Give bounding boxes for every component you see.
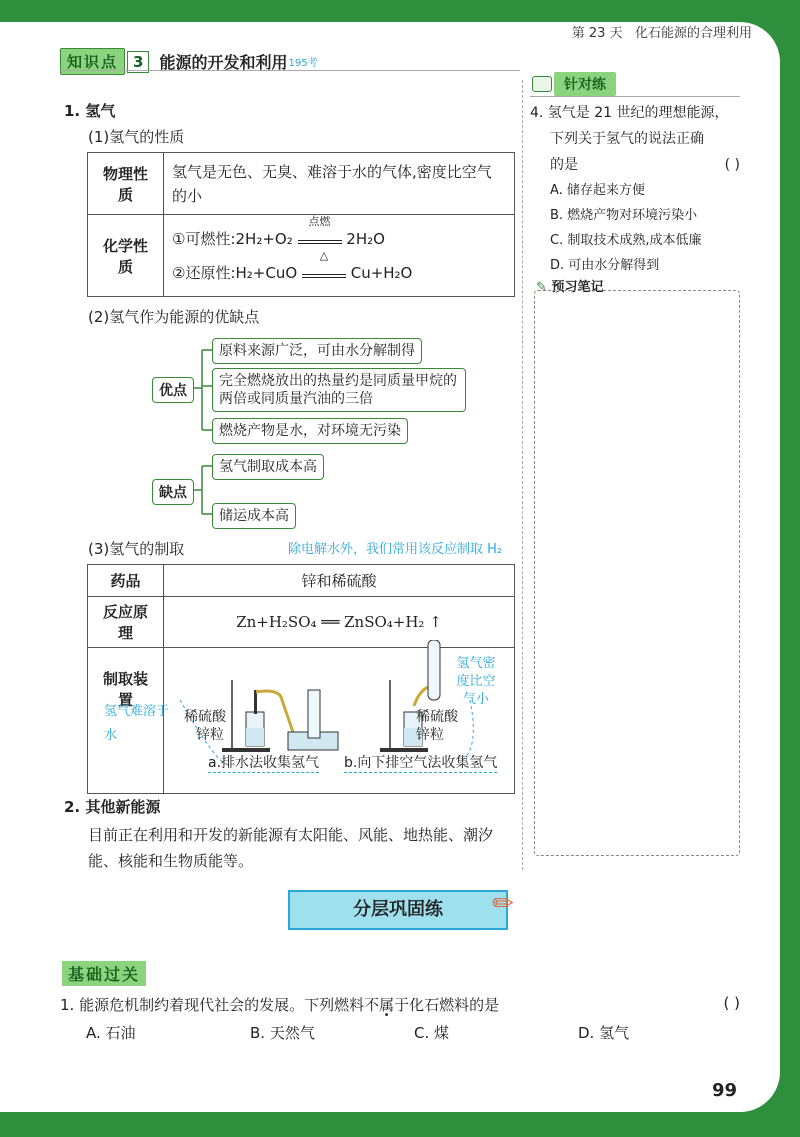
reduction-arrow [302, 248, 346, 278]
pencil-decoration-icon: ✏ [492, 889, 514, 919]
knowledge-point-number: 3 [127, 51, 149, 73]
caption-method-b: b.向下排空气法收集氢气 [344, 752, 497, 773]
header-day: 第 23 天 [571, 26, 623, 41]
cons-label: 缺点 [152, 479, 194, 505]
annotation-reaction-note: 除电解水外，我们常用该反应制取 H₂ [288, 542, 503, 557]
q1-answer-blank[interactable]: ( ) [723, 994, 740, 1012]
chemical-property-label: 化学性质 [88, 215, 164, 297]
q1-text-post: 化石燃料的是 [409, 996, 500, 1014]
q4-option-b[interactable]: B. 燃烧产物对环境污染小 [550, 208, 698, 223]
basic-level-badge: 基础过关 [62, 961, 146, 986]
notes-label: 预习笔记 [551, 280, 604, 295]
q1-emphasis: 不属于 [364, 996, 410, 1014]
q4-option-d[interactable]: D. 可由水分解得到 [550, 258, 660, 273]
q4-option-a[interactable]: A. 储存起来方便 [550, 183, 645, 198]
exam-count-note: 195考 [288, 58, 318, 69]
combustion-reactants: ①可燃性:2H₂+O₂ [172, 229, 293, 248]
heat-condition: △ [319, 248, 329, 262]
physical-property-label: 物理性质 [88, 153, 164, 215]
principle-label: 反应原理 [88, 597, 164, 648]
pro-item-1: 原料来源广泛，可由水分解制得 [212, 338, 422, 364]
q4-line3-text: 的是 [550, 157, 578, 173]
combustion-arrow [298, 214, 342, 244]
q1-text [60, 994, 499, 1015]
question-4 [530, 100, 740, 278]
label-acid-b: 稀硫酸 [416, 709, 458, 725]
q1-option-d[interactable]: D. 氢气 [578, 1024, 630, 1042]
header-title: 化石能源的合理利用 [634, 26, 752, 41]
pros-label: 优点 [152, 377, 194, 403]
label-acid-a: 稀硫酸 [184, 709, 226, 725]
con-item-1: 氢气制取成本高 [212, 454, 324, 480]
section-banner [288, 889, 514, 930]
properties-table [87, 152, 515, 297]
other-energy-line1: 目前正在利用和开发的新能源有太阳能、风能、地热能、潮汐 [88, 826, 494, 844]
q4-option-c[interactable]: C. 制取技术成熟,成本低廉 [550, 233, 702, 248]
knowledge-point-heading: 能源的开发和利用 [159, 53, 288, 72]
equals-sign [302, 274, 346, 278]
subheading-properties: (1)氢气的性质 [88, 128, 185, 146]
principle-equation: Zn+H₂SO₄ ══ ZnSO₄+H₂ ↑ [164, 597, 515, 648]
apparatus-label: 制取装置 [88, 648, 164, 794]
q1-option-a[interactable]: A. 石油 [86, 1024, 136, 1042]
q1-option-b[interactable]: B. 天然气 [250, 1024, 315, 1042]
subheading-preparation: (3)氢气的制取 [88, 540, 185, 558]
pro-item-3: 燃烧产物是水，对环境无污染 [212, 418, 408, 444]
caption-method-a: a.排水法收集氢气 [208, 752, 319, 773]
practice-badge: 针对练 [554, 72, 616, 96]
other-energy-line2: 能、核能和生物质能等。 [88, 852, 254, 870]
q4-line1: 4. 氢气是 21 世纪的理想能源， [530, 105, 729, 121]
reduction-equation [172, 248, 506, 290]
chemical-property-cell [164, 215, 515, 297]
annotation-insoluble: 氢气难溶于水 [104, 704, 170, 743]
physical-property-text: 氢气是无色、无臭、难溶于水的气体,密度比空气的小 [164, 153, 515, 215]
equals-sign [298, 240, 342, 244]
subheading-pros-cons: (2)氢气作为能源的优缺点 [88, 308, 260, 326]
annotation-density: 氢气密度比空气小 [456, 656, 496, 707]
column-divider [522, 80, 523, 870]
page-header [572, 22, 752, 41]
notes-area[interactable] [534, 290, 740, 856]
pointing-hand-icon [532, 76, 552, 92]
reduction-reactants: ②还原性:H₂+CuO [172, 263, 298, 282]
con-item-2: 储运成本高 [212, 503, 296, 529]
page-number: 99 [712, 1080, 738, 1101]
practice-header [532, 72, 616, 96]
q4-line2: 下列关于氢气的说法正确 [550, 131, 704, 147]
question-1 [60, 994, 740, 1015]
q4-answer-blank[interactable]: ( ) [724, 157, 740, 173]
section-heading-other-energy: 2. 其他新能源 [64, 798, 161, 816]
reduction-product: Cu+H₂O [350, 263, 413, 282]
q4-line3 [530, 152, 740, 178]
q1-option-c[interactable]: C. 煤 [414, 1024, 450, 1042]
reagent-label: 药品 [88, 565, 164, 597]
q1-options [86, 1022, 646, 1043]
q1-text-pre: 1. 能源危机制约着现代社会的发展。下列燃料 [60, 996, 365, 1014]
combustion-product: 2H₂O [346, 229, 385, 248]
combustion-condition: 点燃 [308, 214, 331, 228]
knowledge-point-badge: 知识点 [60, 48, 125, 75]
section-heading-hydrogen: 1. 氢气 [64, 102, 116, 120]
reagent-text: 锌和稀硫酸 [164, 565, 515, 597]
banner-text: 分层巩固练 [353, 899, 443, 920]
practice-underline [530, 96, 740, 97]
label-zinc-b: 锌粒 [416, 727, 444, 743]
title-underline [60, 70, 520, 71]
pencil-icon: ✎ [536, 280, 547, 295]
pro-item-2: 完全燃烧放出的热量约是同质量甲烷的两倍或同质量汽油的三倍 [212, 368, 466, 412]
label-zinc-a: 锌粒 [196, 727, 224, 743]
apparatus-a [222, 680, 338, 752]
